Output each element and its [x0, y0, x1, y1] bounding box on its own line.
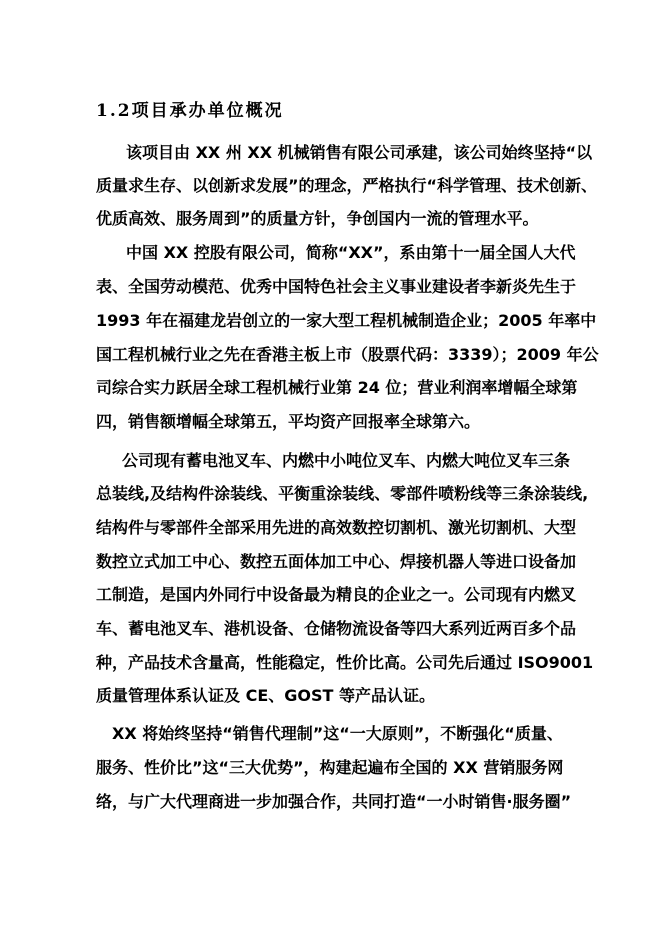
paragraph-3-line-8: 质量管理体系认证及 CE、GOST 等产品认证。 [96, 686, 435, 705]
paragraph-4-line-2: 服务、性价比”这“三大优势”，构建起遍布全国的 XX 营销服务网 [96, 758, 564, 777]
paragraph-4-line-1: XX 将始终坚持“销售代理制”这“一大原则”，不断强化“质量、 [112, 724, 563, 743]
paragraph-1-line-2: 质量求生存、以创新求发展”的理念，严格执行“科学管理、技术创新、 [96, 176, 598, 195]
paragraph-3-line-1: 公司现有蓄电池叉车、内燃中小吨位叉车、内燃大吨位叉车三条 [122, 451, 571, 470]
paragraph-3-line-5: 工制造，是国内外同行中设备最为精良的企业之一。公司现有内燃叉 [96, 585, 577, 604]
paragraph-2-line-1: 中国 XX 控股有限公司，简称“XX”，系由第十一届全国人大代 [126, 243, 576, 262]
paragraph-2-line-3: 1993 年在福建龙岩创立的一家大型工程机械制造企业；2005 年率中 [96, 311, 597, 330]
paragraph-3-line-6: 车、蓄电池叉车、港机设备、仓储物流设备等四大系列近两百多个品 [96, 619, 577, 638]
paragraph-4-line-3: 络，与广大代理商进一步加强合作，共同打造“一小时销售·服务圈” [96, 792, 572, 811]
paragraph-2-line-6: 四，销售额增幅全球第五，平均资产回报率全球第六。 [96, 412, 481, 431]
paragraph-3-line-4: 数控立式加工中心、数控五面体加工中心、焊接机器人等进口设备加 [96, 552, 577, 571]
paragraph-1-line-1: 该项目由 XX 州 XX 机械销售有限公司承建，该公司始终坚持“以 [126, 143, 593, 162]
paragraph-2-line-2: 表、全国劳动模范、优秀中国特色社会主义事业建设者李新炎先生于 [96, 277, 577, 296]
paragraph-2-line-4: 国工程机械行业之先在香港主板上市（股票代码：3339）；2009 年公 [96, 345, 599, 364]
paragraph-3-line-2: 总装线,及结构件涂装线、平衡重涂装线、零部件喷粉线等三条涂装线, [96, 484, 589, 503]
paragraph-3-line-3: 结构件与零部件全部采用先进的高效数控切割机、激光切割机、大型 [96, 518, 577, 537]
paragraph-3-line-7: 种，产品技术含量高，性能稳定，性价比高。公司先后通过 ISO9001 [96, 653, 594, 672]
paragraph-2-line-5: 司综合实力跃居全球工程机械行业第 24 位；营业利润率增幅全球第 [96, 378, 578, 397]
section-heading: 1.2项目承办单位概况 [96, 101, 284, 121]
paragraph-1-line-3: 优质高效、服务周到”的质量方针，争创国内一流的管理水平。 [96, 209, 539, 228]
